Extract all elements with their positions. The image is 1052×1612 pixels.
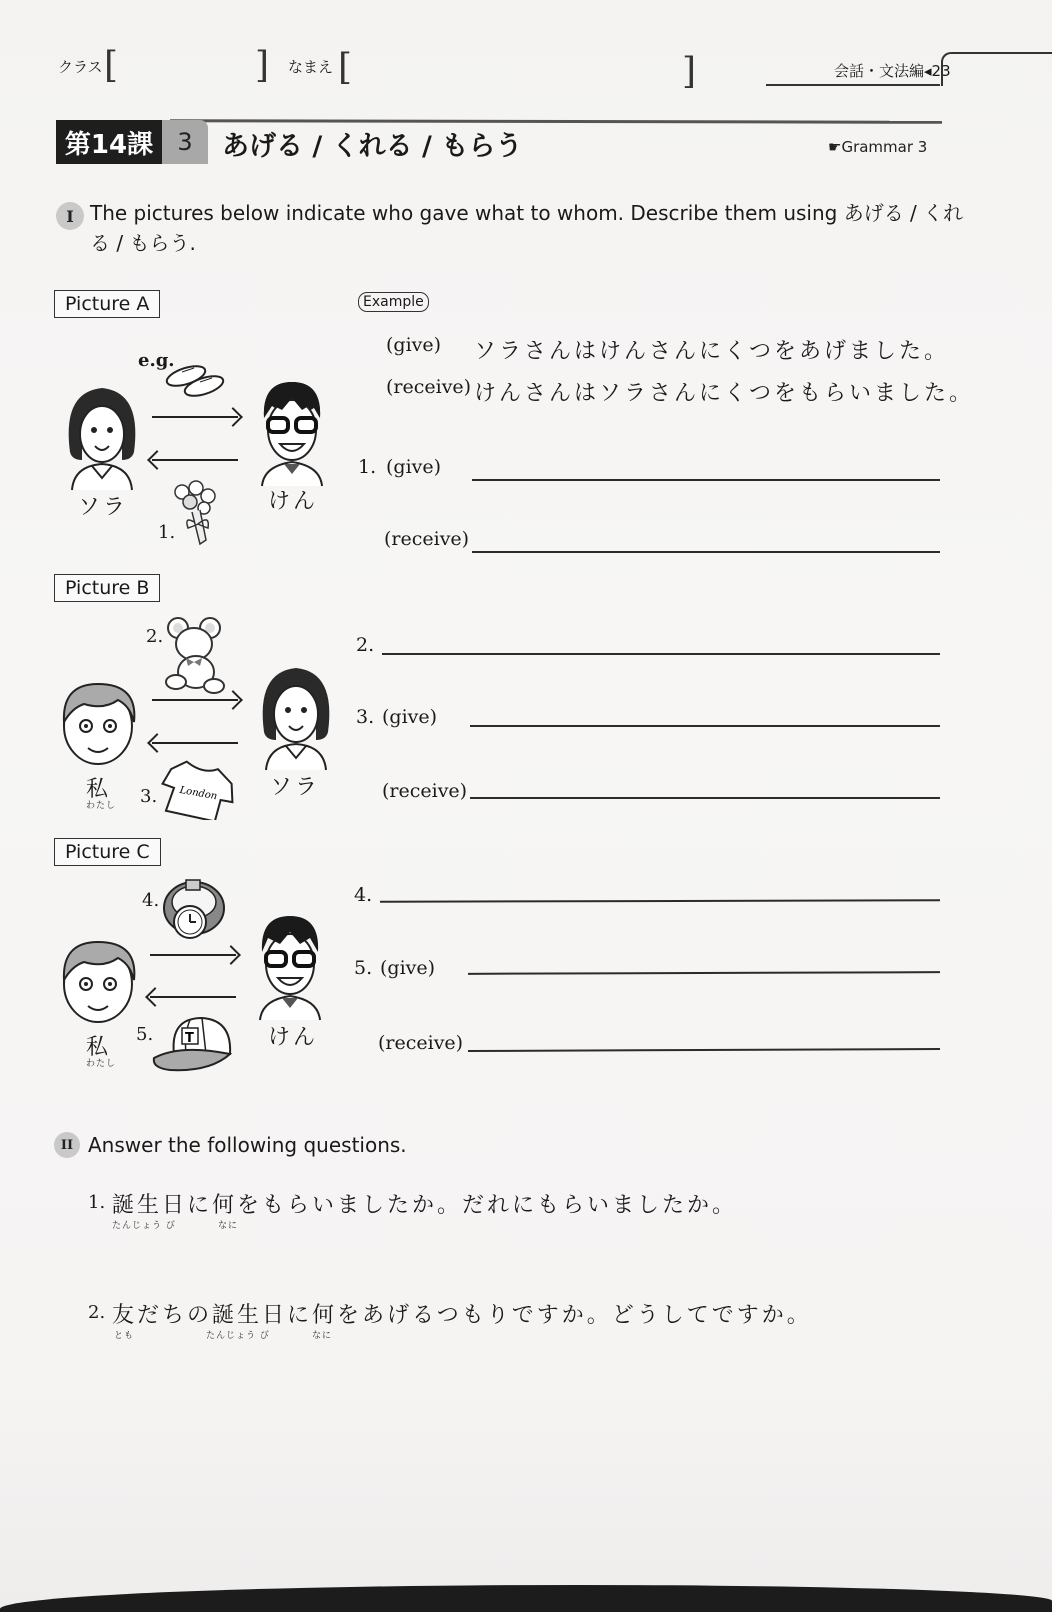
question-1-ruby-nani: なに xyxy=(218,1221,239,1231)
page-reference: 会話・文法編◂23 xyxy=(834,62,951,80)
lesson-badge: 第14課 xyxy=(56,120,162,164)
question-2-number: 2. xyxy=(88,1302,106,1323)
part-one-numeral xyxy=(56,202,84,230)
class-label: クラス xyxy=(58,58,103,76)
part-two-numeral xyxy=(54,1132,80,1158)
class-field[interactable] xyxy=(118,50,258,84)
part-one-numeral-text: I xyxy=(66,206,74,226)
give-arrow-c xyxy=(150,954,236,956)
example-give-label: (give) xyxy=(386,334,442,356)
tshirt-icon xyxy=(160,760,236,820)
item-1-number: 1. xyxy=(158,522,176,543)
picture-a-giver-name: ソラ xyxy=(78,495,129,520)
receive-arrow-b xyxy=(152,742,238,744)
answer-1-give-label: (give) xyxy=(386,456,442,478)
name-bracket-close: ] xyxy=(682,51,697,92)
answer-5-receive-line[interactable] xyxy=(468,1048,940,1052)
answer-1-receive-label: (receive) xyxy=(384,528,470,550)
example-tag: Example xyxy=(358,292,429,312)
answer-4-number: 4. xyxy=(354,884,373,906)
question-1-ruby-tanjoubi: たんじょう び xyxy=(112,1221,176,1231)
sora-character-icon xyxy=(62,382,142,492)
picture-c-receiver-name: けん xyxy=(268,1025,319,1050)
part-two-numeral-text: II xyxy=(60,1137,74,1153)
me-character-icon xyxy=(54,934,144,1026)
name-label: なまえ xyxy=(288,58,334,76)
question-1-answer-area[interactable] xyxy=(88,1240,940,1290)
part-one-instruction-line2: る / もらう. xyxy=(90,231,196,255)
cap-letter: T xyxy=(185,1031,194,1046)
question-1-text: 誕生日に何をもらいましたか。だれにもらいましたか。 xyxy=(112,1193,738,1218)
wristwatch-icon xyxy=(160,878,228,944)
name-bracket-open: [ xyxy=(338,47,353,88)
answer-3-receive-label: (receive) xyxy=(382,780,468,802)
answer-3-give-line[interactable] xyxy=(470,725,940,727)
question-2-ruby-tomo: とも xyxy=(114,1331,135,1341)
picture-b-receiver-name: ソラ xyxy=(270,775,321,800)
question-2-ruby-tanjoubi: たんじょう び xyxy=(206,1331,270,1341)
picture-b-giver-name: 私 xyxy=(86,777,112,802)
item-3-number: 3. xyxy=(140,786,158,807)
picture-c-label: Picture C xyxy=(54,838,161,866)
sora-character-icon xyxy=(256,662,336,772)
answer-1-receive-line[interactable] xyxy=(472,551,940,553)
item-4-number: 4. xyxy=(142,890,160,911)
picture-b-giver-ruby: わたし xyxy=(86,801,117,811)
item-2-number: 2. xyxy=(146,626,164,647)
me-character-icon xyxy=(54,676,144,768)
picture-c-giver-name: 私 xyxy=(86,1035,112,1060)
question-2-ruby-nani: なに xyxy=(312,1331,333,1341)
page-tab xyxy=(941,52,1052,86)
teddy-bear-icon xyxy=(164,616,228,696)
name-field[interactable] xyxy=(354,52,684,88)
answer-5-number: 5. xyxy=(354,957,373,979)
picture-a-receiver-name: けん xyxy=(268,489,319,514)
question-2-text: 友だちの誕生日に何をあげるつもりですか。どうしてですか。 xyxy=(112,1303,812,1328)
answer-2-number: 2. xyxy=(356,634,375,656)
answer-5-give-line[interactable] xyxy=(468,971,940,975)
question-2-answer-area[interactable] xyxy=(88,1350,940,1430)
receive-arrow-c xyxy=(150,996,236,998)
answer-3-receive-line[interactable] xyxy=(470,797,940,799)
page-ref-underline xyxy=(766,84,940,86)
picture-a-eg-label: e.g. xyxy=(138,350,175,371)
answer-1-give-line[interactable] xyxy=(472,479,940,481)
question-1-number: 1. xyxy=(88,1192,106,1213)
receive-arrow-a xyxy=(152,459,238,461)
example-receive-label: (receive) xyxy=(386,376,472,398)
picture-b-label: Picture B xyxy=(54,574,160,602)
answer-4-line[interactable] xyxy=(380,899,940,902)
answer-1-number: 1. xyxy=(358,456,377,478)
example-receive-sentence: けんさんはソラさんにくつをもらいました。 xyxy=(474,381,975,406)
answer-2-line[interactable] xyxy=(382,653,940,655)
part-one-instruction-line1: The pictures below indicate who gave what to whom. Describe them using あげる / くれ xyxy=(90,201,964,225)
item-5-number: 5. xyxy=(136,1024,154,1045)
part-two-instruction: Answer the following questions. xyxy=(88,1133,407,1157)
class-bracket-close: ] xyxy=(255,45,270,86)
give-arrow-a xyxy=(152,416,238,418)
example-give-sentence: ソラさんはけんさんにくつをあげました。 xyxy=(474,339,950,364)
class-bracket-open: [ xyxy=(104,45,119,86)
cap-icon xyxy=(150,1014,234,1072)
page-bottom-edge xyxy=(0,1585,1052,1612)
answer-3-give-label: (give) xyxy=(382,706,438,728)
shoes-icon xyxy=(164,360,228,400)
page-title: あげる / くれる / もらう xyxy=(222,131,523,162)
tshirt-text: London xyxy=(178,784,219,803)
picture-c-giver-ruby: わたし xyxy=(86,1059,117,1069)
ken-character-icon xyxy=(254,378,330,488)
answer-5-receive-label: (receive) xyxy=(378,1032,464,1054)
section-badge: 3 xyxy=(162,120,208,164)
picture-a-label: Picture A xyxy=(54,290,160,318)
answer-3-number: 3. xyxy=(356,706,375,728)
ken-character-icon xyxy=(252,912,328,1022)
grammar-reference-link[interactable]: ☛Grammar 3 xyxy=(828,138,928,156)
answer-5-give-label: (give) xyxy=(380,957,436,979)
give-arrow-b xyxy=(152,699,238,701)
